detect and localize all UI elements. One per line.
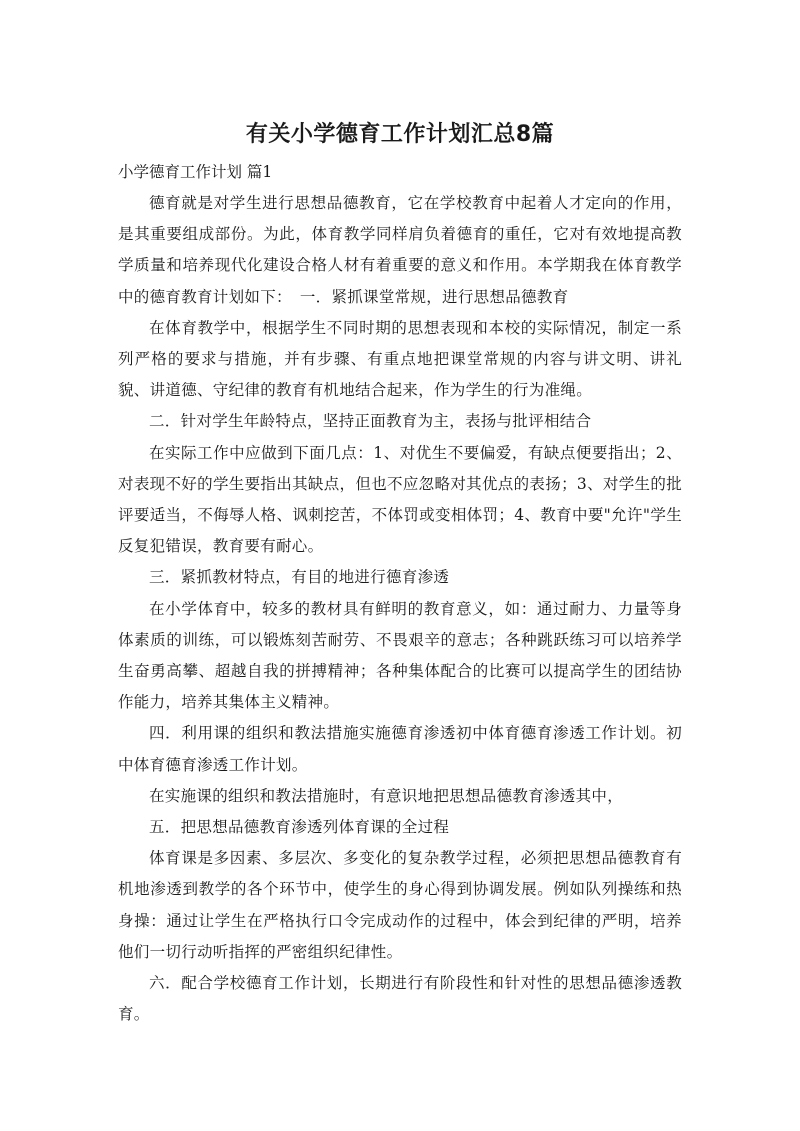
subheading-whole-process: 五．把思想品德教育渗透列体育课的全过程 <box>149 818 450 837</box>
subheading-age-characteristics: 二．针对学生年龄特点，坚持正面教育为主，表扬与批评相结合 <box>149 412 592 431</box>
subheading-teaching-material: 三．紧抓教材特点，有目的地进行德育渗透 <box>149 568 450 587</box>
paragraph-school-plan: 六．配合学校德育工作计划，长期进行有阶段性和针对性的思想品德渗透教育。 <box>118 974 682 1024</box>
paragraph-pe-class: 体育课是多因素、多层次、多变化的复杂教学过程，必须把思想品德教育有机地渗透到教学的各个环节中，使学生的身心得到协调发展。例如队列操练和热身操：通过让学生在严格执行口令完成动作的过程中，体会到纪律的严明，培养他们一切行动听指挥的严密组织纪律性。 <box>118 849 682 961</box>
section-heading: 小学德育工作计划 篇1 <box>118 163 273 181</box>
document-title: 有关小学德育工作计划汇总8篇 <box>245 122 555 147</box>
paragraph-practical-points: 在实际工作中应做到下面几点：1、对优生不要偏爱，有缺点便要指出；2、对表现不好的学生要指出其缺点，但也不应忽略对其优点的表扬；3、对学生的批评要适当，不侮辱人格、讽刺挖苦，不体罚或变相体罚；4、教育中要"允许"学生反复犯错误，教育要有耐心。 <box>118 443 682 556</box>
paragraph-material-significance: 在小学体育中，较多的教材具有鲜明的教育意义，如：通过耐力、力量等身体素质的训练，可以锻炼刻苦耐劳、不畏艰辛的意志；各种跳跃练习可以培养学生奋勇高攀、超越自我的拼搏精神；各种集体配合的比赛可以提高学生的团结协作能力，培养其集体主义精神。 <box>118 599 682 712</box>
paragraph-intro: 德育就是对学生进行思想品德教育，它在学校教育中起着人才定向的作用，是其重要组成部份。为此，体育教学同样肩负着德育的重任，它对有效地提高教学质量和培养现代化建设合格人材有着重要的意义和作用。本学期我在体育教学中的德育教育计划如下： 一．紧抓课堂常规，进行思想品德教育 <box>118 194 682 306</box>
paragraph-implementation: 在实施课的组织和教法措施时，有意识地把思想品德教育渗透其中， <box>149 786 624 805</box>
paragraph-organization-methods: 四．利用课的组织和教法措施实施德育渗透初中体育德育渗透工作计划。初中体育德育渗透工作计划。 <box>118 724 682 774</box>
paragraph-classroom-rules: 在体育教学中，根据学生不同时期的思想表现和本校的实际情况，制定一系列严格的要求与措施，并有步骤、有重点地把课堂常规的内容与讲文明、讲礼貌、讲道德、守纪律的教育有机地结合起来，作为学生的行为准绳。 <box>118 318 682 400</box>
